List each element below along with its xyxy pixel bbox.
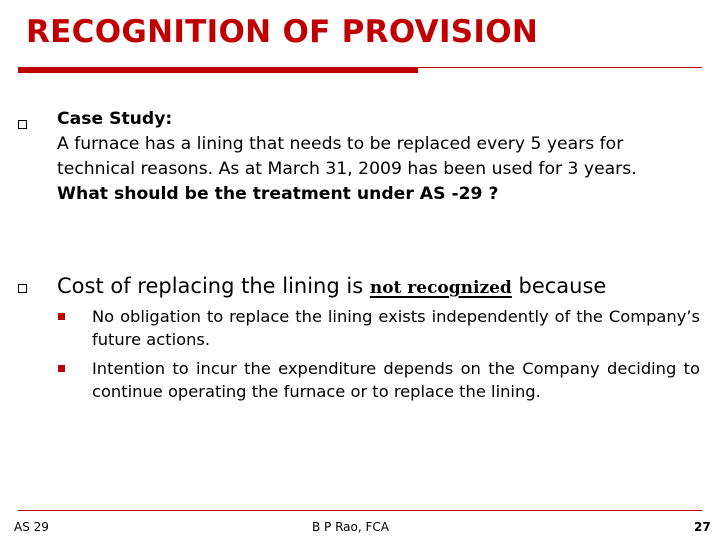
footer-author: B P Rao, FCA xyxy=(312,520,389,534)
filled-square-bullet-icon xyxy=(58,365,65,372)
case-study-question: What should be the treatment under AS -29 ? xyxy=(57,184,499,204)
filled-square-bullet-icon xyxy=(58,313,65,320)
case-study-body: A furnace has a lining that needs to be replaced every 5 years for technical reasons. As at March 31, 2009 has been used for 3 years. xyxy=(57,134,637,179)
title-underline-thick xyxy=(18,67,418,73)
case-study-heading: Case Study: xyxy=(57,109,173,129)
cost-point xyxy=(57,272,707,302)
footer-rule xyxy=(18,510,702,511)
slide-title: RECOGNITION OF PROVISION xyxy=(26,14,539,50)
sub-point-2: Intention to incur the expenditure depends on the Company deciding to continue operating the furnace or to replace the lining. xyxy=(92,359,700,401)
square-bullet-icon xyxy=(18,284,27,293)
cost-point-suffix: because xyxy=(511,274,607,298)
square-bullet-icon xyxy=(18,120,27,129)
sub-point-1: No obligation to replace the lining exists independently of the Company’s future actions. xyxy=(92,307,700,349)
page-number: 27 xyxy=(694,520,711,534)
cost-point-emphasis: not recognized xyxy=(369,278,512,298)
case-study-block xyxy=(57,107,697,207)
cost-point-prefix: Cost of replacing the lining is xyxy=(57,274,370,298)
title-underline-thin xyxy=(418,67,702,68)
footer-left: AS 29 xyxy=(14,520,49,534)
